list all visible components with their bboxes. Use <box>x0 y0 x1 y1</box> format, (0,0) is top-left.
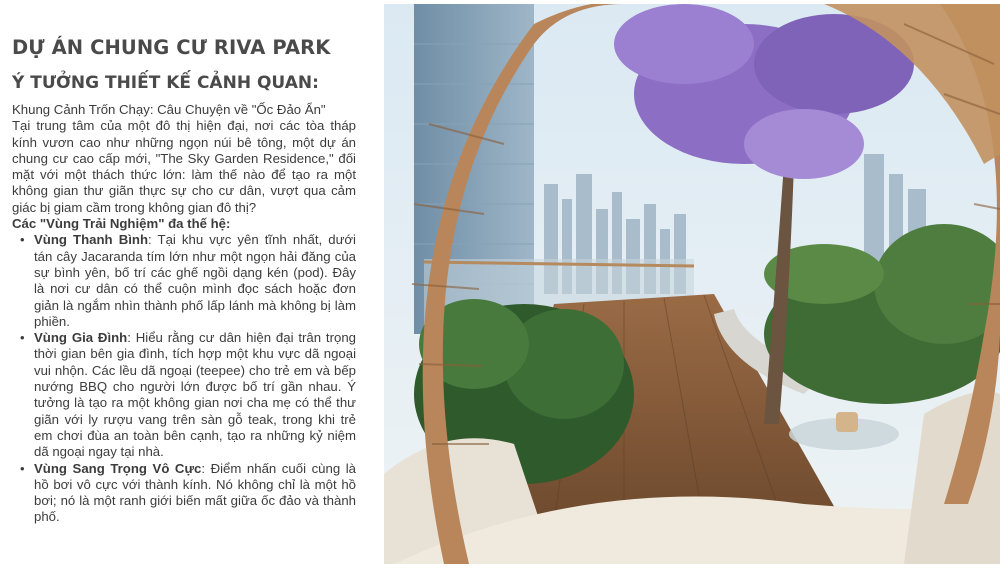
rooftop-garden-illustration <box>384 4 1000 564</box>
zone-name: Vùng Thanh Bình <box>34 232 148 248</box>
zone-item-sang-trong <box>34 461 356 526</box>
text-column <box>12 36 356 526</box>
zones-list <box>12 232 356 525</box>
section-subtitle: Ý TƯỞNG THIẾT KẾ CẢNH QUAN: <box>12 73 319 93</box>
zones-heading: Các "Vùng Trải Nghiệm" đa thế hệ: <box>12 216 231 232</box>
zone-name: Vùng Gia Đình <box>34 330 128 346</box>
intro-paragraph: Tại trung tâm của một đô thị hiện đại, nơi các tòa tháp kính vươn cao như những ngọn núi bê tông, một dự án chung cư cao cấp mới, "The Sky Garden Residence," đối mặt với một thách thức lớn: làm thế nào để tạo ra một không gian thư giãn thực sự cho cư dân, vượt qua cảm giác bị giam cầm trong không gian đô thị? <box>12 118 356 215</box>
zone-item-gia-dinh <box>34 330 356 460</box>
zone-name: Vùng Sang Trọng Vô Cực <box>34 460 202 476</box>
zone-text: : Tại khu vực yên tĩnh nhất, dưới tán cây Jacaranda tím lớn như một ngọn hải đăng của sự bình yên, bố trí các ghế ngồi dạng kén (pod). Đây là nơi cư dân có thể cuộn mình đọc sách hoặc đơn giản là ngắm nhìn thành phố lấp lánh mà không bị làm phiền. <box>34 232 356 329</box>
rooftop-garden-image <box>384 4 1000 564</box>
zone-item-thanh-binh <box>34 232 356 330</box>
page-title: DỰ ÁN CHUNG CƯ RIVA PARK <box>12 36 331 59</box>
zone-text: : Điểm nhấn cuối cùng là hồ bơi vô cực với thành kính. Nó không chỉ là một hồ bơi; nó là một ranh giới biến mất giữa ốc đảo và thành phố. <box>34 460 356 525</box>
zone-text: : Hiểu rằng cư dân hiện đại trân trọng thời gian bên gia đình, tích hợp một khu vực dã ngoại vui nhộn. Các lều dã ngoại (teepee) cho trẻ em và bếp nướng BBQ cho người lớn được bố trí gần nhau. Ý tưởng là tạo ra một không gian nơi cha mẹ có thể thư giãn với ly rượu vang trên sàn gỗ teak, trong khi trẻ em chơi đùa an toàn bên cạnh, tạo ra những kỷ niệm dã ngoại ngay tại nhà. <box>34 330 356 460</box>
story-title: Khung Cảnh Trốn Chạy: Câu Chuyện về "Ốc Đảo Ẩn" <box>12 102 326 117</box>
